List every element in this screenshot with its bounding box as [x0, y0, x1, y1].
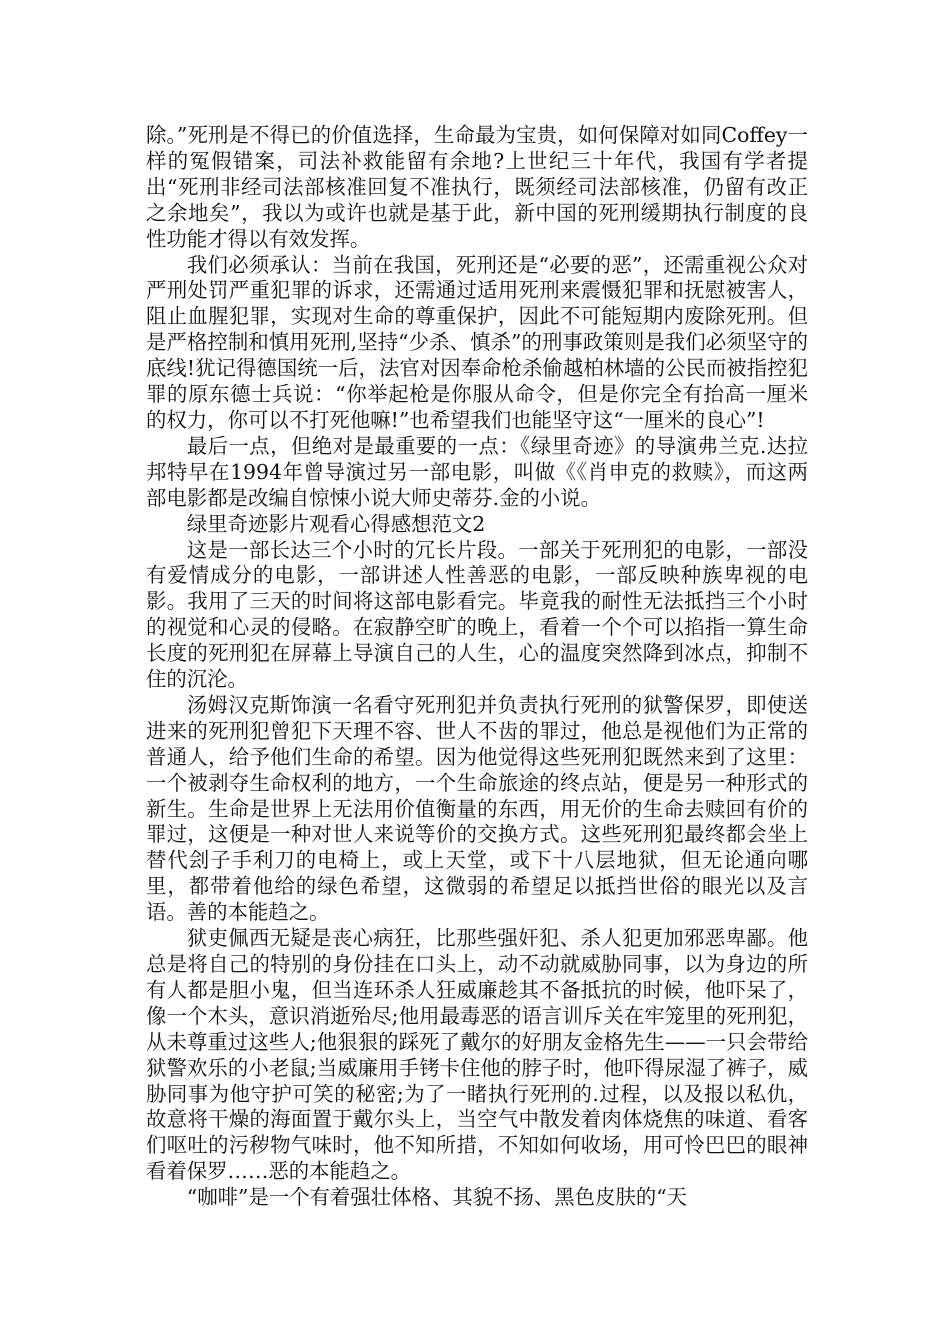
- section-heading: 绿里奇迹影片观看心得感想范文2: [186, 511, 486, 536]
- document-body: [146, 123, 808, 1211]
- paragraph: 我们必须承认：当前在我国，死刑还是“必要的恶”，还需重视公众对严刑处罚严重犯罪的诉求，还需通过适用死刑来震慑犯罪和抚慰被害人，阻止血腥犯罪，实现对生命的尊重保护，因此不可能短期内废除死刑。但是严格控制和慎用死刑,坚持“少杀、慎杀”的刑事政策则是我们必须坚守的底线!犹记得德国统一后，法官对因奉命枪杀偷越柏林墙的公民而被指控犯罪的原东德士兵说：“你举起枪是你服从命令，但是你完全有抬高一厘米的权力，你可以不打死他嘛!”也希望我们也能坚守这“一厘米的良心”!: [146, 252, 808, 432]
- paragraph: 最后一点，但绝对是最重要的一点：《绿里奇迹》的导演弗兰克.达拉邦特早在1994年曾导演过另一部电影，叫做《《肖申克的救赎》，而这两部电影都是改编自惊悚小说大师史蒂芬.金的小说。: [146, 433, 808, 510]
- paragraph: 汤姆汉克斯饰演一名看守死刑犯并负责执行死刑的狱警保罗，即使送进来的死刑犯曾犯下天理不容、世人不齿的罪过，他总是视他们为正常的普通人，给予他们生命的希望。因为他觉得这些死刑犯既然来到了这里：一个被剥夺生命权利的地方，一个生命旅途的终点站，便是另一种形式的新生。生命是世界上无法用价值衡量的东西，用无价的生命去赎回有价的罪过，这便是一种对世人来说等价的交换方式。这些死刑犯最终都会坐上替代刽子手利刀的电椅上，或上天堂，或下十八层地狱，但无论通向哪里，都带着他给的绿色希望，这微弱的希望足以抵挡世俗的眼光以及言语。善的本能趋之。: [146, 692, 808, 925]
- paragraph: “咖啡”是一个有着强壮体格、其貌不扬、黑色皮肤的“天: [186, 1185, 688, 1210]
- paragraph: 除。”死刑是不得已的价值选择，生命最为宝贵，如何保障对如同Coffey一样的冤假错案，司法补救能留有余地?上世纪三十年代，我国有学者提出“死刑非经司法部核准回复不准执行，既须经司法部核准，仍留有改正之余地矣”，我以为或许也就是基于此，新中国的死刑缓期执行制度的良性功能才得以有效发挥。: [146, 123, 808, 251]
- paragraph: 这是一部长达三个小时的冗长片段。一部关于死刑犯的电影，一部没有爱情成分的电影，一部讲述人性善恶的电影，一部反映种族卑视的电影。我用了三天的时间将这部电影看完。毕竟我的耐性无法抵挡三个小时的视觉和心灵的侵略。在寂静空旷的晚上，看着一个个可以掐指一算生命长度的死刑犯在屏幕上导演自己的人生，心的温度突然降到冰点，抑制不住的沉沦。: [146, 537, 808, 692]
- paragraph: 狱吏佩西无疑是丧心病狂，比那些强奸犯、杀人犯更加邪恶卑鄙。他总是将自己的特别的身份挂在口头上，动不动就威胁同事，以为身边的所有人都是胆小鬼，但当连环杀人狂威廉趁其不备抵抗的时候，他吓呆了，像一个木头，意识消逝殆尽;他用最毒恶的语言训斥关在牢笼里的死刑犯，从未尊重过这些人;他狠狠的踩死了戴尔的好朋友金格先生——一只会带给狱警欢乐的小老鼠;当威廉用手铐卡住他的脖子时，他吓得尿湿了裤子，威胁同事为他守护可笑的秘密;为了一睹执行死刑的.过程，以及报以私仇，故意将干燥的海面置于戴尔头上，当空气中散发着肉体烧焦的味道、看客们呕吐的污秽物气味时，他不知所措，不知如何收场，用可怜巴巴的眼神看着保罗……恶的本能趋之。: [146, 926, 808, 1184]
